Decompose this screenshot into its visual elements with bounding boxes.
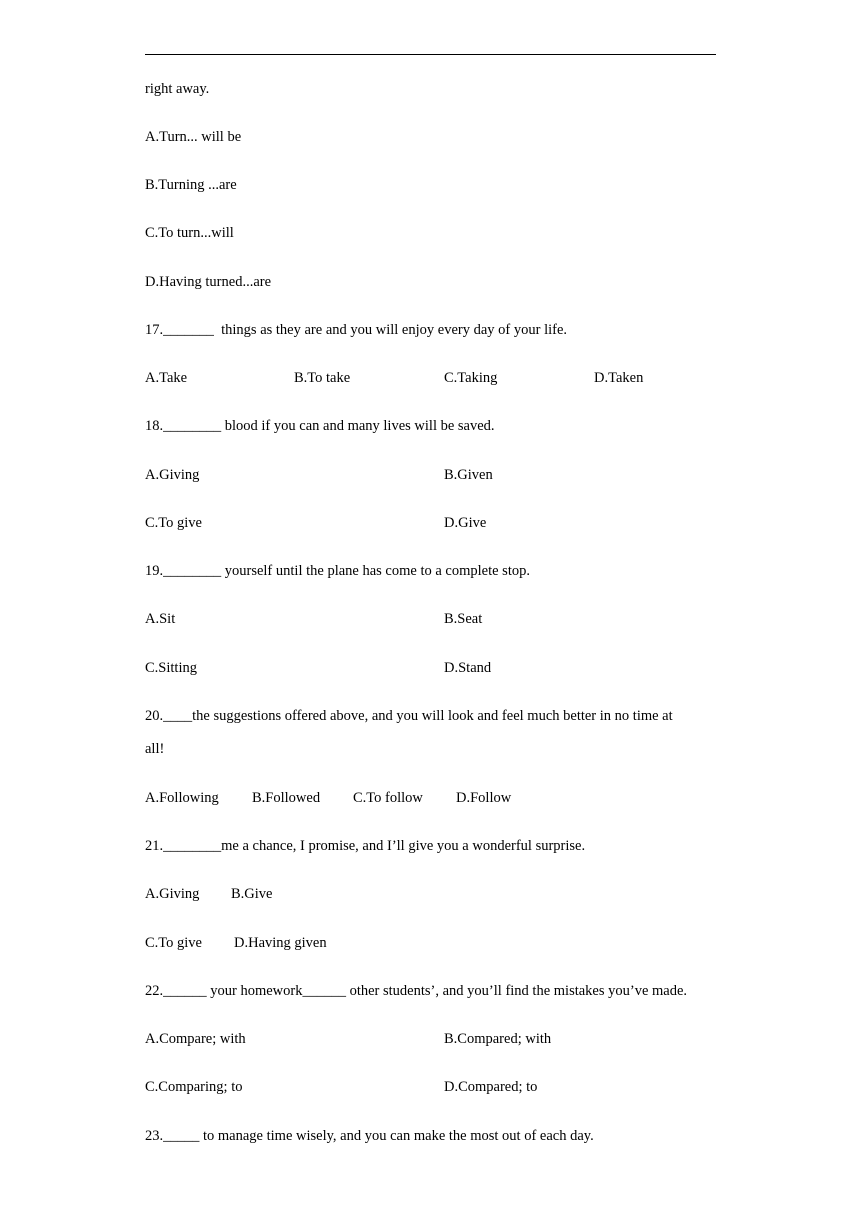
q19-option-b: B.Seat xyxy=(444,611,483,627)
q16-option-b: B.Turning ...are xyxy=(145,177,237,193)
q18-stem: 18.________ blood if you can and many lives will be saved. xyxy=(145,418,495,434)
q18-option-c: C.To give xyxy=(145,515,202,531)
q16-continuation: right away. xyxy=(145,81,210,97)
header-rule xyxy=(145,54,716,55)
q20-stem-line1: 20.____the suggestions offered above, and you will look and feel much better in no time at xyxy=(145,708,673,724)
q18-option-d: D.Give xyxy=(444,515,487,531)
q22-option-a: A.Compare; with xyxy=(145,1031,246,1047)
q17-stem: 17._______ things as they are and you will enjoy every day of your life. xyxy=(145,322,568,338)
q16-option-a: A.Turn... will be xyxy=(145,129,242,145)
q17-option-b: B.To take xyxy=(294,370,351,386)
q21-option-b: B.Give xyxy=(231,886,273,902)
q22-option-d: D.Compared; to xyxy=(444,1079,538,1095)
q19-option-a: A.Sit xyxy=(145,611,176,627)
q19-stem: 19.________ yourself until the plane has come to a complete stop. xyxy=(145,563,530,579)
q21-stem: 21.________me a chance, I promise, and I’ll give you a wonderful surprise. xyxy=(145,838,586,854)
q16-option-c: C.To turn...will xyxy=(145,225,234,241)
q16-option-d: D.Having turned...are xyxy=(145,274,272,290)
q21-option-d: D.Having given xyxy=(234,935,327,951)
q20-option-a: A.Following xyxy=(145,790,219,806)
q19-option-d: D.Stand xyxy=(444,660,492,676)
q18-option-a: A.Giving xyxy=(145,467,200,483)
q20-option-d: D.Follow xyxy=(456,790,512,806)
q23-stem: 23._____ to manage time wisely, and you can make the most out of each day. xyxy=(145,1128,594,1144)
q22-stem: 22.______ your homework______ other students’, and you’ll find the mistakes you’ve made. xyxy=(145,983,688,999)
q20-stem-line2: all! xyxy=(145,741,165,757)
q19-option-c: C.Sitting xyxy=(145,660,197,676)
q17-option-d: D.Taken xyxy=(594,370,644,386)
q17-option-c: C.Taking xyxy=(444,370,498,386)
q22-option-b: B.Compared; with xyxy=(444,1031,552,1047)
q21-option-a: A.Giving xyxy=(145,886,200,902)
q20-option-c: C.To follow xyxy=(353,790,423,806)
q17-option-a: A.Take xyxy=(145,370,188,386)
q18-option-b: B.Given xyxy=(444,467,493,483)
q20-option-b: B.Followed xyxy=(252,790,321,806)
q21-option-c: C.To give xyxy=(145,935,202,951)
q22-option-c: C.Comparing; to xyxy=(145,1079,243,1095)
